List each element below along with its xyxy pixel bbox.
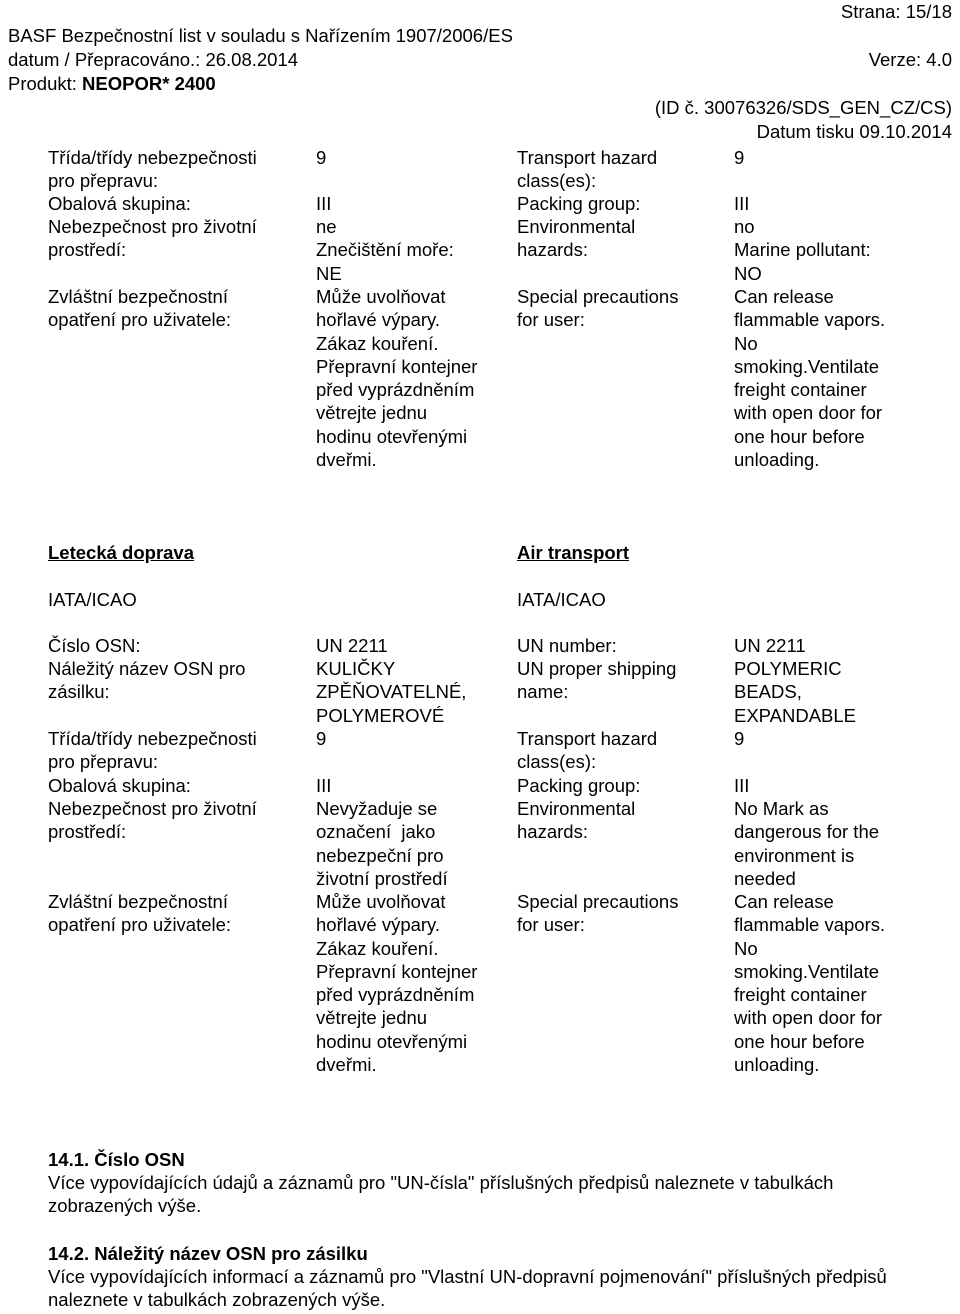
sea-row-packing-cz-label: Obalová skupina: (48, 193, 191, 214)
air-row-class-en-label: Transport hazard class(es): (517, 728, 658, 773)
air-row-un-en-value: UN 2211 (734, 635, 806, 656)
air-cz-subtitle: IATA/ICAO (48, 589, 137, 610)
air-row-packing-cz-label: Obalová skupina: (48, 775, 191, 796)
sea-row-class-cz-label: Třída/třídy nebezpečnosti pro přepravu: (48, 147, 257, 192)
air-row-name-cz-label: Náležitý název OSN pro zásilku: (48, 658, 246, 703)
product-name: NEOPOR* 2400 (82, 73, 216, 94)
air-row-env-en-label: Environmental hazards: (517, 798, 636, 843)
sea-row-precautions-cz-label: Zvláštní bezpečnostní opatření pro uživatele: (48, 286, 232, 331)
sea-row-class-en-value: 9 (734, 147, 745, 168)
sea-row-env-en-value: no Marine pollutant: NO (734, 216, 871, 284)
sea-row-precautions-en-value: Can release flammable vapors. No smoking.Ventilate freight container with open door for one hour before unloading. (734, 286, 886, 471)
air-row-name-en-label: UN proper shipping name: (517, 658, 677, 703)
air-row-packing-cz-value: III (316, 775, 332, 796)
sea-row-precautions-en-label: Special precautions for user: (517, 286, 679, 331)
sea-row-env-cz-value: ne Znečištění moře: NE (316, 216, 454, 284)
document-title: BASF Bezpečnostní list v souladu s Nařízením 1907/2006/ES (8, 25, 513, 46)
sea-row-class-en-label: Transport hazard class(es): (517, 147, 658, 192)
revision-date: datum / Přepracováno.: 26.08.2014 (8, 49, 299, 70)
version: Verze: 4.0 (868, 49, 952, 70)
air-row-un-en-label: UN number: (517, 635, 617, 656)
page-number: Strana: 15/18 (840, 1, 952, 22)
air-row-name-cz-value: KULIČKY ZPĚŇOVATELNÉ, POLYMEROVÉ (316, 658, 467, 726)
air-row-precautions-cz-label: Zvláštní bezpečnostní opatření pro uživatele: (48, 891, 232, 936)
air-row-packing-en-label: Packing group: (517, 775, 641, 796)
air-row-class-cz-value: 9 (316, 728, 327, 749)
section-14-2-title: 14.2. Náležitý název OSN pro zásilku (48, 1243, 368, 1264)
section-14-2-text: Více vypovídajících informací a záznamů pro "Vlastní UN-dopravní pojmenování" příslušných předpisů naleznete v tabulkách zobrazených výše. (48, 1266, 887, 1311)
product-label: Produkt: (8, 73, 83, 94)
air-row-class-cz-label: Třída/třídy nebezpečnosti pro přepravu: (48, 728, 257, 773)
air-row-env-en-value: No Mark as dangerous for the environment is needed (734, 798, 880, 889)
air-row-un-cz-label: Číslo OSN: (48, 635, 141, 656)
air-row-precautions-en-value: Can release flammable vapors. No smoking.Ventilate freight container with open door for one hour before unloading. (734, 891, 886, 1076)
product (8, 72, 216, 95)
sea-row-packing-cz-value: III (316, 193, 332, 214)
air-row-packing-en-value: III (734, 775, 750, 796)
document-id: (ID č. 30076326/SDS_GEN_CZ/CS) (654, 97, 952, 118)
sea-row-precautions-cz-value: Může uvolňovat hořlavé výpary. Zákaz kouření. Přepravní kontejner před vyprázdněním větrejte jednu hodinu otevřenými dveřmi. (316, 286, 478, 471)
sea-row-env-cz-label: Nebezpečnost pro životní prostředí: (48, 216, 257, 261)
air-row-precautions-cz-value: Může uvolňovat hořlavé výpary. Zákaz kouření. Přepravní kontejner před vyprázdněním větrejte jednu hodinu otevřenými dveřmi. (316, 891, 478, 1076)
air-row-env-cz-value: Nevyžaduje se označení jako nebezpeční pro životní prostředí (316, 798, 448, 889)
sea-row-env-en-label: Environmental hazards: (517, 216, 636, 261)
air-row-class-en-value: 9 (734, 728, 745, 749)
sea-row-packing-en-label: Packing group: (517, 193, 641, 214)
section-14-1-title: 14.1. Číslo OSN (48, 1149, 185, 1170)
sea-row-class-cz-value: 9 (316, 147, 327, 168)
air-en-subtitle: IATA/ICAO (517, 589, 606, 610)
air-row-name-en-value: POLYMERIC BEADS, EXPANDABLE (734, 658, 857, 726)
section-14-1-text: Více vypovídajících údajů a záznamů pro "UN-čísla" příslušných předpisů naleznete v tabulkách zobrazených výše. (48, 1172, 834, 1217)
print-date: Datum tisku 09.10.2014 (756, 121, 952, 142)
sea-row-packing-en-value: III (734, 193, 750, 214)
air-cz-title: Letecká doprava (48, 542, 195, 563)
air-en-title: Air transport (517, 542, 630, 563)
air-row-precautions-en-label: Special precautions for user: (517, 891, 679, 936)
air-row-un-cz-value: UN 2211 (316, 635, 388, 656)
air-row-env-cz-label: Nebezpečnost pro životní prostředí: (48, 798, 257, 843)
